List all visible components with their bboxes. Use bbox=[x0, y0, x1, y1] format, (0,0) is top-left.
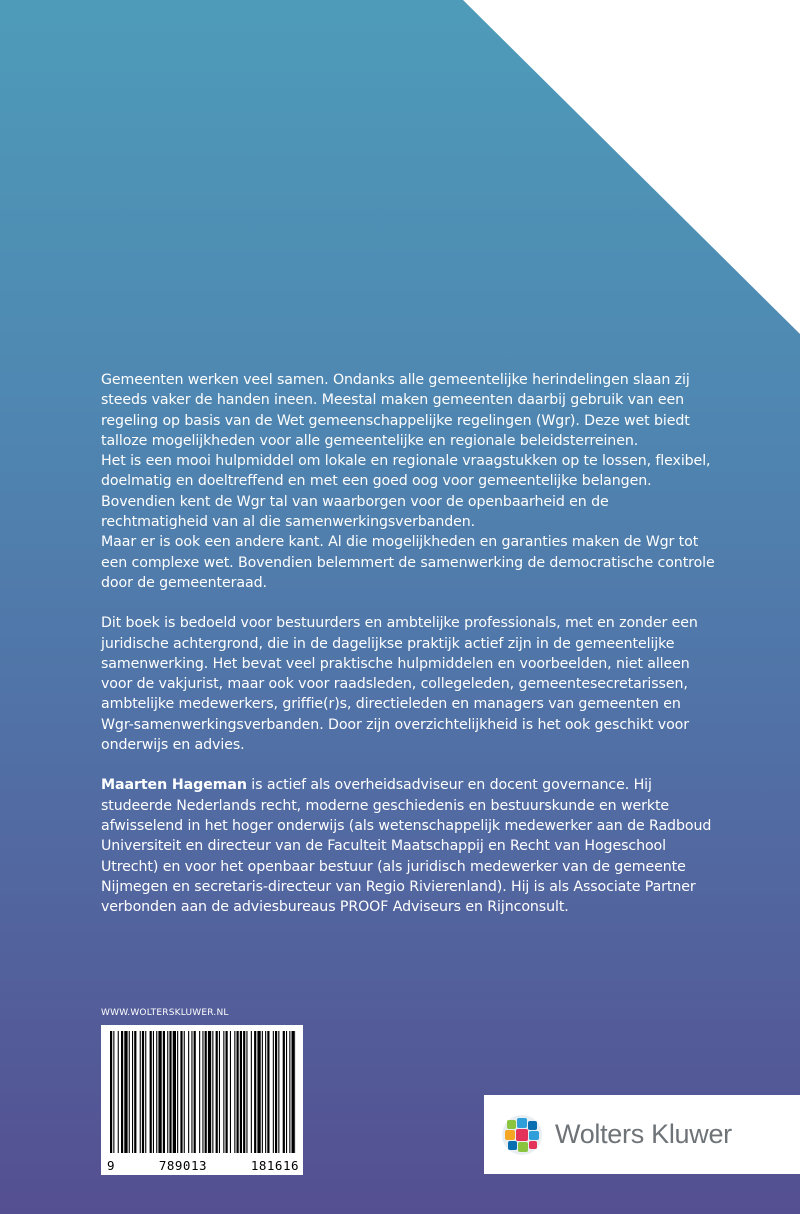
barcode-bar bbox=[150, 1031, 152, 1153]
barcode-bar bbox=[188, 1031, 189, 1153]
barcode-bar bbox=[129, 1031, 130, 1153]
barcode-bar bbox=[194, 1031, 196, 1153]
audience-paragraph: Dit boek is bedoeld voor bestuurders en ambtelijke professionals, met en zonder een juridische achtergrond, die in de dagelijkse praktijk actief zijn in de gemeentelijke samenwerking. Het bevat veel praktische hulpmiddelen en voorbeelden, niet alleen voor de vakjurist, maar ook voor raadsleden, collegeleden, gemeentesecretarissen, ambtelijke medewerkers, griffie(r)s, directieleden en managers van gemeenten en Wgr-samenwerkingsverbanden. Door zijn overzichtelijkheid is het ook geschikt voor onderwijs en advies. bbox=[101, 615, 698, 754]
barcode-bar bbox=[132, 1031, 133, 1153]
barcode-bar bbox=[226, 1031, 228, 1153]
barcode-bar bbox=[289, 1031, 290, 1153]
barcode-bar bbox=[230, 1031, 231, 1153]
barcode-bar bbox=[110, 1031, 112, 1153]
barcode-bar bbox=[219, 1031, 220, 1153]
intro-paragraph-3: Maar er is ook een andere kant. Al die mogelijkheden en garanties maken de Wgr tot een complexe wet. Bovendien belemmert de samenwerking de democratische controle door de gemeenteraad. bbox=[101, 534, 715, 591]
barcode-digits bbox=[107, 1158, 299, 1173]
barcode-bar bbox=[121, 1031, 123, 1153]
author-paragraph bbox=[101, 775, 716, 917]
barcode-bar bbox=[246, 1031, 247, 1153]
intro-paragraph-2: Het is een mooi hulpmiddel om lokale en regionale vraagstukken op te lossen, flexibel, doelmatig en doeltreffend en met een goed oog voor gemeentelijke belangen. Bovendien kent de Wgr tal van waarborgen voor de openbaarheid en de rechtmatigheid van al die samenwerkingsverbanden. bbox=[101, 453, 711, 531]
barcode-bar bbox=[234, 1031, 235, 1153]
barcode-bar bbox=[278, 1031, 279, 1153]
barcode-bar bbox=[265, 1031, 266, 1153]
barcode-bar bbox=[134, 1031, 136, 1153]
barcode-digit-left: 789013 bbox=[158, 1158, 208, 1173]
barcode-bar bbox=[251, 1031, 252, 1153]
barcode-bar bbox=[240, 1031, 242, 1153]
barcode-bar bbox=[283, 1031, 285, 1153]
barcode-bar bbox=[254, 1031, 256, 1153]
barcode-bar bbox=[202, 1031, 203, 1153]
publisher-website: WWW.WOLTERSKLUWER.NL bbox=[101, 1008, 229, 1018]
back-cover-text bbox=[101, 370, 716, 917]
wolters-kluwer-mosaic-icon bbox=[501, 1114, 543, 1156]
barcode-bar bbox=[273, 1031, 274, 1153]
barcode-bar bbox=[180, 1031, 182, 1153]
barcode-bar bbox=[199, 1031, 200, 1153]
barcode-bar bbox=[145, 1031, 146, 1153]
barcode-bar bbox=[177, 1031, 178, 1153]
white-corner-triangle bbox=[0, 0, 800, 340]
barcode-bar bbox=[158, 1031, 161, 1153]
barcode-bar bbox=[223, 1031, 224, 1153]
barcode-bar bbox=[286, 1031, 287, 1153]
barcode-bar bbox=[212, 1031, 213, 1153]
barcode-bar bbox=[184, 1031, 185, 1153]
barcode-digit-right: 181616 bbox=[250, 1158, 299, 1173]
barcode-bar bbox=[113, 1031, 114, 1153]
publisher-name: Wolters Kluwer bbox=[555, 1119, 732, 1149]
barcode-bar bbox=[205, 1031, 207, 1153]
barcode-bar bbox=[169, 1031, 171, 1153]
barcode-bar bbox=[142, 1031, 144, 1153]
barcode-bar bbox=[156, 1031, 157, 1153]
barcode-bar bbox=[262, 1031, 263, 1153]
barcode-bar bbox=[275, 1031, 277, 1153]
publisher-logo bbox=[484, 1095, 800, 1174]
barcode-bar bbox=[216, 1031, 218, 1153]
barcode-digit-prefix: 9 bbox=[107, 1158, 116, 1173]
barcode-bar bbox=[257, 1031, 260, 1153]
barcode-bar bbox=[124, 1031, 127, 1153]
barcode-bar bbox=[292, 1031, 295, 1153]
barcode-bar bbox=[173, 1031, 176, 1153]
barcode-bar bbox=[191, 1031, 192, 1153]
barcode-bar bbox=[153, 1031, 154, 1153]
barcode-bar bbox=[167, 1031, 168, 1153]
barcode-bar bbox=[208, 1031, 211, 1153]
author-bio: is actief als overheidsadviseur en docent governance. Hij studeerde Nederlands recht, moderne geschiedenis en bestuurskunde en werkte afwisselend in het hoger onderwijs (als wetenschappelijk medewerker aan de Radboud Universiteit en directeur van de Faculteit Maatschappij en Recht van Hogeschool Utrecht) en voor het openbaar bestuur (als juridisch medewerker van de gemeente Nijmegen en secretaris-directeur van Regio Rivierenland). Hij is als Associate Partner verbonden aan de adviesbureaus PROOF Adviseurs en Rijnconsult. bbox=[101, 777, 712, 916]
barcode-bars bbox=[110, 1031, 296, 1153]
barcode-bar bbox=[140, 1031, 141, 1153]
barcode-bar bbox=[118, 1031, 119, 1153]
intro-paragraph-1: Gemeenten werken veel samen. Ondanks alle gemeentelijke herindelingen slaan zij steeds vaker de handen ineen. Meestal maken gemeenten daarbij gebruik van een regeling op basis van de Wet gemeenschappelijke regelingen (Wgr). Deze wet biedt talloze mogelijkheden voor alle gemeentelijke en regionale beleidsterreinen. bbox=[101, 372, 690, 449]
barcode-bar bbox=[163, 1031, 165, 1153]
barcode-bar bbox=[243, 1031, 245, 1153]
author-name: Maarten Hageman bbox=[101, 777, 247, 794]
isbn-barcode bbox=[101, 1025, 303, 1175]
barcode-bar bbox=[267, 1031, 269, 1153]
barcode-bar bbox=[237, 1031, 239, 1153]
